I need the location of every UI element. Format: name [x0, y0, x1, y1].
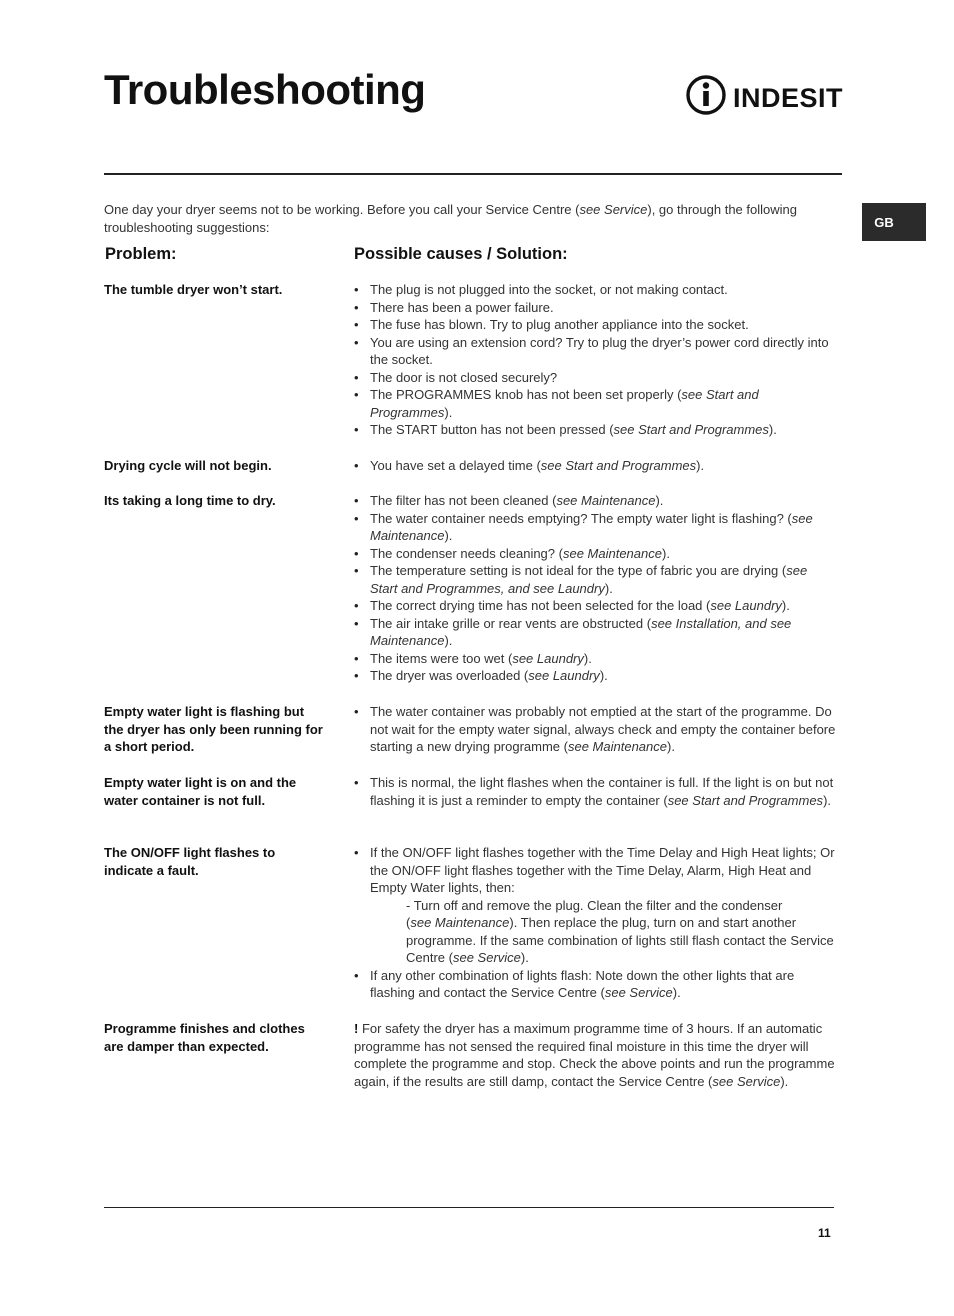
problem-long-time: Its taking a long time to dry.: [104, 493, 276, 508]
cause-item: • The door is not closed securely?: [354, 369, 838, 387]
intro-reference: see Service: [579, 202, 648, 217]
intro-paragraph: [104, 201, 824, 236]
problem-damper-than-expected: Programme finishes and clothes are damper than expected.: [104, 1021, 305, 1054]
cause-item: • The correct drying time has not been selected for the load (see Laundry).: [354, 597, 838, 615]
brand-wordmark: INDESIT: [733, 83, 844, 113]
cause-item: • The items were too wet (see Laundry).: [354, 650, 838, 668]
solution-cycle-not-begin: [354, 457, 838, 475]
sub-instruction: - Turn off and remove the plug. Clean the filter and the condenser (see Maintenance). Then replace the plug, turn on and start another programme. If the same combination of lights still flash contact the Service Centre (see Service).: [406, 897, 834, 965]
solution-light-flashing-short: [354, 703, 838, 756]
solution-damper-than-expected: ! For safety the dryer has a maximum programme time of 3 hours. If an automatic programme has not sensed the required final moisture in this time the dryer will complete the programme and stop. Check the above points and run the programme again, if the results are still damp, contact the Service Centre (see Service).: [354, 1021, 835, 1089]
solution-light-on-not-full: [354, 774, 838, 809]
cause-item: • If the ON/OFF light flashes together with the Time Delay and High Heat lights; Or the ON/OFF light flashes together with the Time Delay, Alarm, High Heat and Empty Water lights, then: - Turn off and remove the plug. Clean the filter and the condenser (see Maintenance). Then replace the plug, turn on and start another programme. If the same combination of lights still flash contact the Service Centre (see Service).: [354, 844, 838, 967]
problem-column-heading: Problem:: [105, 245, 177, 263]
cause-item: • The temperature setting is not ideal for the type of fabric you are drying (see Start and Programmes, and see Laundry).: [354, 562, 838, 597]
problem-wont-start: The tumble dryer won’t start.: [104, 282, 283, 297]
cause-item: • You are using an extension cord? Try to plug the dryer’s power cord directly into the socket.: [354, 334, 838, 369]
cause-item: • The air intake grille or rear vents are obstructed (see Installation, and see Maintenance).: [354, 615, 838, 650]
cause-item: • There has been a power failure.: [354, 299, 838, 317]
cause-item: • You have set a delayed time (see Start and Programmes).: [354, 457, 838, 475]
cause-item: • The water container was probably not emptied at the start of the programme. Do not wait for the empty water signal, always check and empty the container before starting a new drying programme (see Maintenance).: [354, 703, 838, 756]
problem-cycle-not-begin: Drying cycle will not begin.: [104, 458, 272, 473]
indesit-logo: [685, 74, 845, 118]
problem-light-flashing-short: Empty water light is flashing but the dryer has only been running for a short period.: [104, 704, 323, 754]
solution-column-heading: Possible causes / Solution:: [354, 245, 568, 263]
cause-item: • The plug is not plugged into the socket, or not making contact.: [354, 281, 838, 299]
intro-text: One day your dryer seems not to be working. Before you call your Service Centre (: [104, 202, 580, 217]
cause-item: • If any other combination of lights flash: Note down the other lights that are flashing and contact the Service Centre (see Service).: [354, 967, 838, 1002]
cause-item: • The filter has not been cleaned (see Maintenance).: [354, 492, 838, 510]
header-divider: [104, 173, 842, 175]
cause-item: • The condenser needs cleaning? (see Maintenance).: [354, 545, 838, 563]
warning-icon: !: [354, 1021, 359, 1036]
cause-item: • The dryer was overloaded (see Laundry).: [354, 667, 838, 685]
cause-item: • This is normal, the light flashes when the container is full. If the light is on but not flashing it is just a reminder to empty the container (see Start and Programmes).: [354, 774, 838, 809]
problem-onoff-fault: The ON/OFF light flashes to indicate a fault.: [104, 845, 276, 878]
language-tab: GB: [862, 203, 926, 241]
cause-item: • The START button has not been pressed (see Start and Programmes).: [354, 421, 838, 439]
page-title: Troubleshooting: [104, 66, 426, 113]
solution-wont-start: [354, 281, 838, 439]
page-number: 11: [818, 1226, 831, 1240]
problem-light-on-not-full: Empty water light is on and the water container is not full.: [104, 775, 297, 808]
cause-item: • The water container needs emptying? The empty water light is flashing? (see Maintenance).: [354, 510, 838, 545]
intro-text-end: ), go through the following troubleshooting suggestions:: [104, 202, 797, 235]
solution-onoff-fault: [354, 844, 838, 1002]
cause-item: • The PROGRAMMES knob has not been set properly (see Start and Programmes).: [354, 386, 838, 421]
footer-divider: [104, 1207, 834, 1208]
solution-long-time: [354, 492, 838, 685]
cause-item: • The fuse has blown. Try to plug another appliance into the socket.: [354, 316, 838, 334]
